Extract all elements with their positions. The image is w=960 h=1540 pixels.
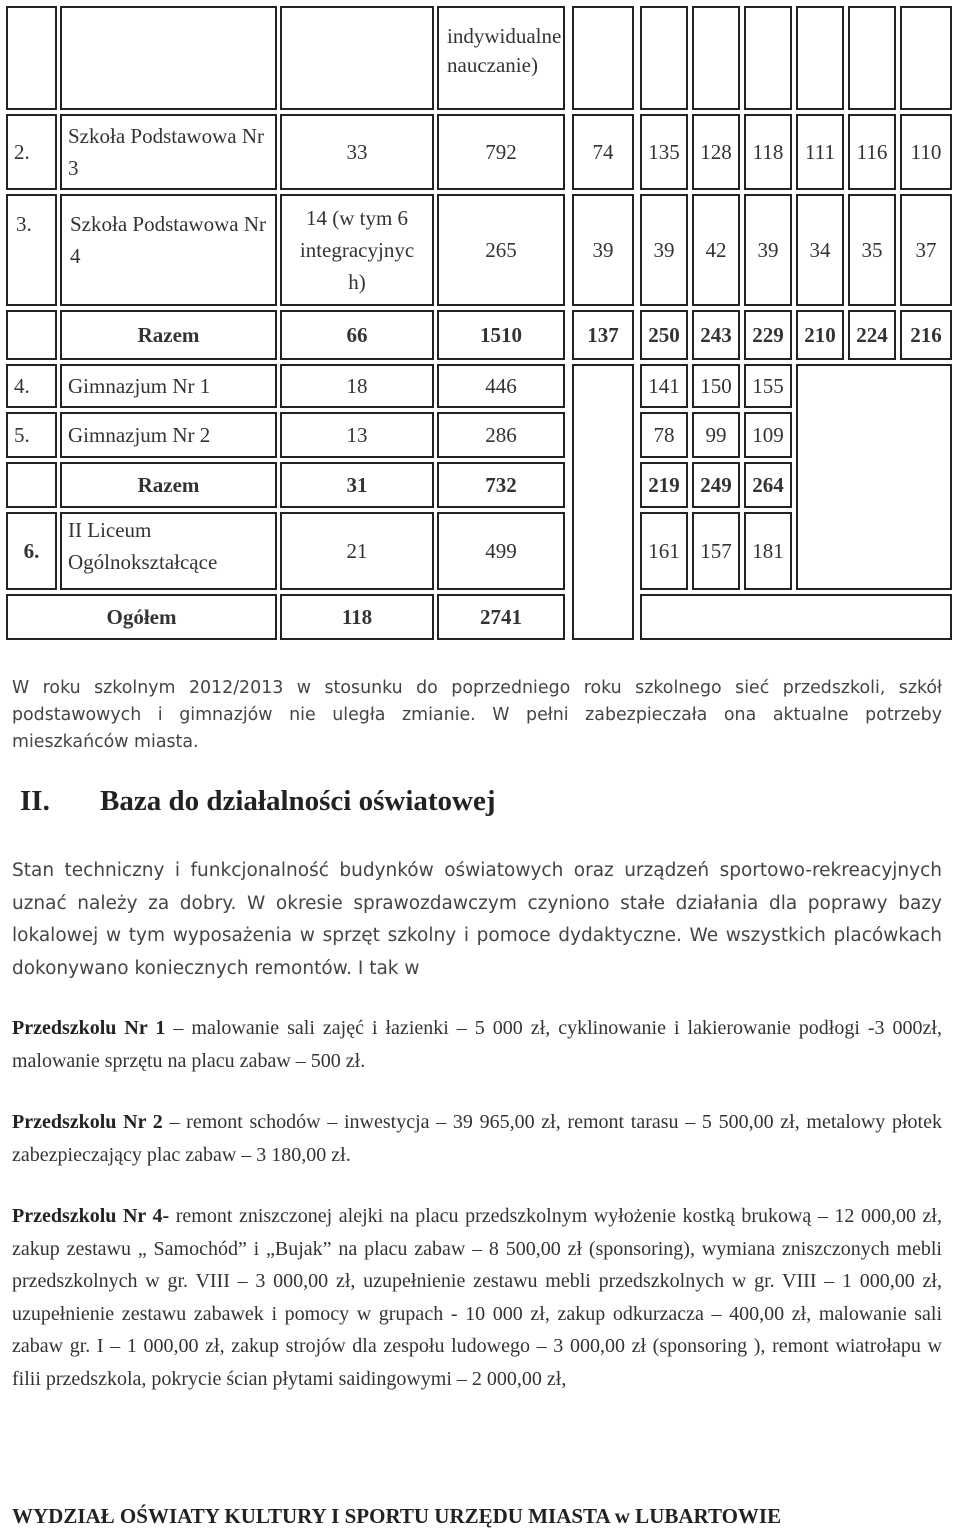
paragraph-text: – remont schodów – inwestycja – 39 965,00 zł, remont tarasu – 5 500,00 zł, metalowy płotek zabezpieczający plac zabaw – 3 180,00 zł. [12, 1111, 942, 1166]
paragraph-technical-state: Stan techniczny i funkcjonalność budynków oświatowych oraz urządzeń sportowo-rekreacyjnych uznać należy za dobry. W okresie sprawozdawczym czyniono stałe działania dla poprawy bazy lokalowej w tym wyposażenia w sprzęt szkolny i pomoce dydaktyczne. We wszystkich placówkach dokonywano koniecznych remontów. I tak w [12, 860, 942, 979]
cell-line: h) [348, 270, 366, 294]
table-row-lp: 6. [6, 512, 57, 590]
table-row-name: Gimnazjum Nr 1 [60, 364, 277, 408]
table-cell-value: 42 [692, 194, 740, 306]
table-cell-value: 39 [640, 194, 688, 306]
table-cell-value: 66 [280, 310, 434, 360]
table-cell-value: 118 [280, 594, 434, 640]
table-cell [572, 6, 634, 110]
table-cell-value: 250 [640, 310, 688, 360]
table-cell-value: 99 [692, 412, 740, 458]
table-cell-value: 219 [640, 462, 688, 508]
table-cell [640, 594, 952, 640]
table-cell [6, 310, 57, 360]
paragraph-przedszkole-2 [12, 1106, 942, 1171]
paragraph-text: remont zniszczonej alejki na placu przedszkolnym wyłożenie kostką brukową – 12 000,00 zł, zakup zestawu „ Samochód” i „Bujak” na placu zabaw – 8 500,00 zł (sponsoring), wymiana zniszczonych mebli przedszkolnych w gr. VIII – 3 000,00 zł, uzupełnienie zestawu mebli przedszkolnych w gr. VIII – 1 000,00 zł, uzupełnienie zestawu zabawek i pomocy w grupach - 10 000 zł, zakup odkurzacza – 400,00 zł, malowanie sali zabaw gr. I – 1 000,00 zł, zakup strojów dla zespołu ludowego – 3 000,00 zł (sponsoring ), remont wiatrołapu w filii przedszkola, pokrycie ścian płytami saidingowymi – 2 000,00 zł, [12, 1205, 942, 1390]
table-cell-value: 118 [744, 114, 792, 190]
table-cell-value: 216 [900, 310, 952, 360]
table-row-lp: 5. [6, 412, 57, 458]
table-cell-value: 21 [280, 512, 434, 590]
table-cell-value: 249 [692, 462, 740, 508]
table-row-lp: 2. [6, 114, 57, 190]
section-title: Baza do działalności oświatowej [100, 785, 496, 817]
table-cell-value: 265 [437, 194, 565, 306]
table-cell-value: 446 [437, 364, 565, 408]
table-cell [6, 6, 57, 110]
table-cell-value: 210 [796, 310, 844, 360]
table-cell-value: 37 [900, 194, 952, 306]
paragraph-przedszkole-1 [12, 1012, 942, 1077]
table-cell-value: 2741 [437, 594, 565, 640]
table-row-name: Szkoła Podstawowa Nr 4 [60, 194, 277, 306]
institution-name: Przedszkolu Nr 1 [12, 1017, 166, 1039]
page-footer: WYDZIAŁ OŚWIATY KULTURY I SPORTU URZĘDU MIASTA w LUBARTOWIE [12, 1504, 782, 1528]
table-cell-value: 109 [744, 412, 792, 458]
table-cell-value: 155 [744, 364, 792, 408]
table-cell [796, 364, 952, 590]
table-cell-value: 39 [744, 194, 792, 306]
table-cell [60, 6, 277, 110]
table-row-lp: 3. [6, 194, 57, 306]
table-cell [796, 6, 844, 110]
table-cell-value: 116 [848, 114, 896, 190]
table-row-name: Gimnazjum Nr 2 [60, 412, 277, 458]
table-cell-value: 157 [692, 512, 740, 590]
table-cell-value: 31 [280, 462, 434, 508]
table-cell [744, 6, 792, 110]
razem-label: Razem [60, 462, 277, 508]
table-cell-value: 286 [437, 412, 565, 458]
table-row-lp: 4. [6, 364, 57, 408]
table-cell-value: 128 [692, 114, 740, 190]
table-cell [692, 6, 740, 110]
table-row-name: Szkoła Podstawowa Nr 3 [60, 114, 277, 190]
cell-line: 14 (w tym 6 [305, 206, 409, 230]
section-heading [20, 785, 496, 818]
table-cell-value: 13 [280, 412, 434, 458]
razem-label: Razem [60, 310, 277, 360]
table-cell-value: 181 [744, 512, 792, 590]
table-cell-value: 1510 [437, 310, 565, 360]
table-cell-value: 732 [437, 462, 565, 508]
table-cell [280, 6, 434, 110]
table-cell-value: 229 [744, 310, 792, 360]
table-cell-value: 499 [437, 512, 565, 590]
ogolem-label: Ogółem [6, 594, 277, 640]
table-cell-indywidualne: indywidualne nauczanie) [437, 6, 565, 110]
table-cell [848, 6, 896, 110]
table-cell-value: 39 [572, 194, 634, 306]
table-cell-value: 35 [848, 194, 896, 306]
table-cell-value: 78 [640, 412, 688, 458]
table-cell-value: 150 [692, 364, 740, 408]
table-cell [572, 364, 634, 640]
paragraph-text: – malowanie sali zajęć i łazienki – 5 000 zł, cyklinowanie i lakierowanie podłogi -3 000zł, malowanie sprzętu na placu zabaw – 500 zł. [12, 1017, 942, 1072]
table-cell-value: 135 [640, 114, 688, 190]
table-row-name [60, 512, 277, 590]
table-cell-value: 74 [572, 114, 634, 190]
paragraph-network: W roku szkolnym 2012/2013 w stosunku do poprzedniego roku szkolnego sieć przedszkoli, szkół podstawowych i gimnazjów nie uległa zmianie. W pełni zabezpieczała ona aktualne potrzeby mieszkańców miasta. [12, 678, 942, 752]
institution-name: Przedszkolu Nr 2 [12, 1111, 163, 1133]
table-cell [640, 6, 688, 110]
table-cell-value: 141 [640, 364, 688, 408]
table-cell-value: 33 [280, 114, 434, 190]
table-cell-value: 161 [640, 512, 688, 590]
table-cell-value: 792 [437, 114, 565, 190]
table-cell-oddzialy [280, 194, 434, 306]
cell-line: Ogólnokształcące [68, 550, 218, 574]
table-cell-value: 137 [572, 310, 634, 360]
institution-name: Przedszkolu Nr 4- [12, 1205, 170, 1227]
paragraph-przedszkole-4 [12, 1200, 942, 1395]
cell-line: integracyjnyc [299, 238, 415, 262]
table-cell-value: 243 [692, 310, 740, 360]
table-cell-value: 18 [280, 364, 434, 408]
table-cell-value: 224 [848, 310, 896, 360]
section-number: II. [20, 785, 50, 817]
table-cell [6, 462, 57, 508]
table-cell [900, 6, 952, 110]
cell-line: II Liceum [68, 518, 152, 542]
table-cell-value: 264 [744, 462, 792, 508]
table-cell-value: 111 [796, 114, 844, 190]
table-cell-value: 110 [900, 114, 952, 190]
table-cell-value: 34 [796, 194, 844, 306]
